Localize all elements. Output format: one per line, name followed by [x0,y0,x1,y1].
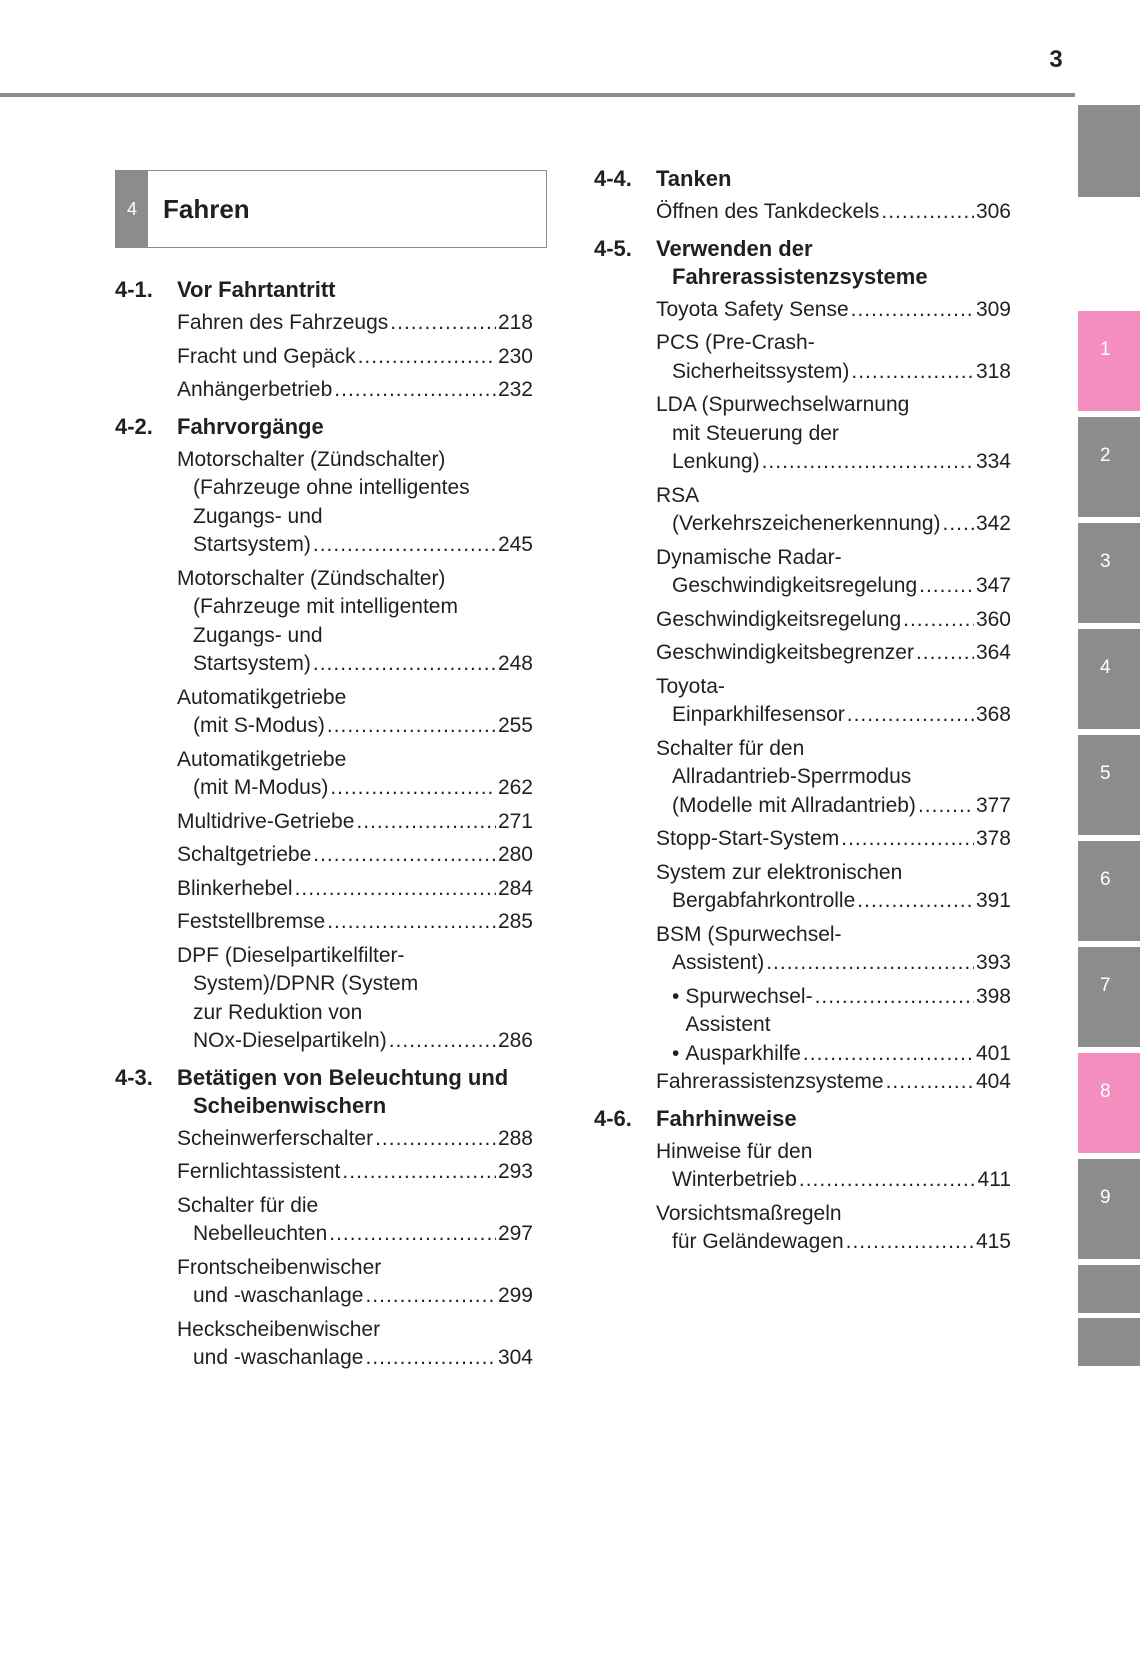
entry-last-line [177,1027,533,1056]
entry-title: Geschwindigkeitsbegrenzer [656,641,914,664]
dot-leader [847,701,974,730]
toc-entry[interactable] [656,1068,1011,1097]
entry-last-line [177,343,533,372]
entry-last-line [177,1125,533,1154]
entry-title: Assistent) [672,951,765,974]
entry-last-line [656,448,1011,477]
entry-last-line [177,531,533,560]
entry-last-line [177,841,533,870]
entry-text-line: Heckscheibenwischer [177,1317,381,1341]
chapter-tab[interactable] [1078,523,1140,623]
entry-title: Feststellbremse [177,910,326,933]
entry-title: NOx-Dieselpartikeln) [193,1029,387,1052]
entry-text-line: Dynamische Radar- [656,545,842,569]
chapter-tab[interactable] [1078,311,1140,411]
dot-leader [365,1282,496,1311]
toc-entry[interactable] [177,376,533,405]
page-ref: 299 [497,1284,533,1307]
dot-leader [766,949,974,978]
toc-entry[interactable] [177,808,533,837]
entry-title: Toyota Safety Sense [656,297,849,321]
entry-last-line [656,510,1011,539]
toc-entry[interactable] [177,446,533,560]
page-ref: 262 [497,776,533,799]
entry-text-line: Frontscheibenwischer [177,1255,382,1279]
entry-text-line: LDA (Spurwechselwarnung [656,393,910,416]
entry-title: Geschwindigkeitsregelung [656,607,902,631]
chapter-tab-label: 6 [1100,869,1111,890]
dot-leader [356,808,496,837]
dot-leader [886,1068,974,1097]
dot-leader [815,983,974,1012]
dot-leader [342,1158,496,1187]
toc-left-column [115,276,533,1378]
bullet-icon: • [672,1041,680,1065]
toc-entry[interactable] [177,841,533,870]
section-title[interactable]: Betätigen von Beleuchtung und Scheibenwischern [177,1064,509,1118]
page-ref: 232 [497,378,533,401]
dot-leader [313,650,496,679]
page-ref: 245 [497,533,533,556]
toc-entry[interactable] [656,198,1011,227]
toc-section [594,165,1011,193]
dot-leader [329,1220,496,1249]
section-number: 4-1. [115,277,153,302]
section-number: 4-3. [115,1064,153,1090]
dot-leader [762,448,974,477]
page-ref: 304 [497,1346,533,1369]
entry-title: Blinkerhebel [177,876,293,900]
entry-text-line: BSM (Spurwechsel- [656,922,842,946]
entry-title: Scheinwerferschalter [177,1126,374,1150]
entry-text-line: Motorschalter (Zündschalter) [177,566,446,590]
toc-entry[interactable] [177,942,533,1056]
toc-entry[interactable] [656,639,1011,668]
entry-text-line: Automatikgetriebe [177,747,347,771]
chapter-tab-label: 5 [1100,763,1111,784]
page-ref: 404 [975,1070,1011,1093]
page-ref: 306 [975,200,1011,223]
entry-last-line [177,1220,533,1249]
toc-entry[interactable] [656,673,1011,730]
dot-leader [390,309,496,338]
entry-last-line [656,701,1011,730]
toc-section [594,1105,1011,1133]
entry-text-line: Automatikgetriebe [177,685,347,709]
dot-leader [327,712,496,741]
chapter-number: 4 [116,171,148,247]
entry-last-line [656,949,1011,978]
entry-text-line: System)/DPNR (System [193,972,419,995]
entry-last-line [177,712,533,741]
page-ref: 398 [975,984,1011,1008]
entry-last-line [656,1228,1011,1257]
page-ref: 230 [497,344,533,368]
entry-last-line [656,1166,1011,1195]
toc-entry[interactable] [656,1138,1011,1195]
toc-entry[interactable] [656,859,1011,916]
page-ref: 347 [975,574,1011,597]
dot-leader [916,639,974,668]
toc-entry[interactable] [656,296,1011,325]
entry-last-line [177,808,533,837]
entry-text-line: Zugangs- und [193,623,323,647]
toc-sub-entry[interactable] [672,983,1011,1040]
entry-title: (mit S-Modus) [193,714,325,737]
entry-text-line: Allradantrieb-Sperrmodus [672,765,912,788]
entry-title: Winterbetrieb [672,1168,797,1191]
header-rule [0,93,1075,97]
page-ref: 393 [975,951,1011,974]
chapter-tab-label: 4 [1100,657,1111,678]
entry-last-line [656,887,1011,916]
dot-leader [943,510,974,539]
toc-entry[interactable] [656,606,1011,635]
entry-text-line: Schalter für die [177,1193,319,1217]
chapter-tab[interactable] [1078,1265,1140,1313]
section-title[interactable]: Vor Fahrtantritt [177,277,336,302]
toc-entry[interactable] [177,1316,533,1373]
page-ref: 364 [975,641,1011,664]
entry-title: Schaltgetriebe [177,843,312,866]
toc-entry[interactable] [177,684,533,741]
dot-leader [334,376,496,405]
entry-last-line [177,1344,533,1373]
entry-last-line [177,1282,533,1311]
chapter-tab-label: 2 [1100,445,1111,466]
toc-section [115,413,533,441]
entry-title: Nebelleuchten [193,1222,328,1245]
dot-leader [313,841,496,870]
entry-last-line [656,825,1011,854]
chapter-tab[interactable] [1078,1318,1140,1366]
section-number: 4-5. [594,235,632,261]
page-ref: 415 [975,1230,1011,1253]
toc-entry[interactable] [177,746,533,803]
entry-title: Einparkhilfesensor [672,703,845,726]
page-ref: 286 [497,1029,533,1052]
entry-last-line [177,774,533,803]
page-ref: 401 [975,1041,1011,1065]
dot-leader [851,296,974,325]
entry-last-line [177,1158,533,1187]
entry-text-line: Vorsichtsmaßregeln [656,1201,842,1225]
entry-text-line: mit Steuerung der [672,421,839,445]
entry-last-line [656,296,1011,325]
dot-leader [881,198,974,227]
toc-section [115,1064,533,1120]
toc-entry[interactable] [177,1158,533,1187]
page-ref: 411 [977,1168,1011,1191]
dot-leader [799,1166,976,1195]
bullet-icon: • [672,984,680,1008]
toc-entry[interactable] [177,1192,533,1249]
entry-title: Multidrive-Getriebe [177,809,355,833]
toc-entry[interactable] [177,343,533,372]
entry-title: Sicherheitssystem) [672,359,850,383]
sub-entry-title: Ausparkhilfe [685,1041,801,1065]
toc-entry[interactable] [656,544,1011,601]
entry-title: Öffnen des Tankdeckels [656,200,880,223]
section-title[interactable]: Tanken [656,166,732,191]
entry-title: Geschwindigkeitsregelung [672,574,918,597]
chapter-tab[interactable] [1078,1053,1140,1153]
toc-entry[interactable] [656,735,1011,821]
toc-entry[interactable] [177,1254,533,1311]
page-ref: 360 [975,607,1011,631]
toc-entry[interactable] [656,1200,1011,1257]
entry-text-line: RSA [656,483,700,507]
entry-text-line: Hinweise für den [656,1139,813,1163]
toc-entry[interactable] [656,825,1011,854]
entry-title: (Verkehrszeichenerkennung) [672,512,941,535]
entry-title: Bergabfahrkontrolle [672,889,856,912]
page-ref: 318 [975,359,1011,383]
entry-title: für Geländewagen [672,1230,844,1253]
entry-title: Startsystem) [193,652,311,675]
dot-leader [313,531,496,560]
entry-text-line: (Fahrzeuge mit intelligentem [193,595,458,618]
entry-last-line [177,908,533,937]
chapter-tab[interactable] [1078,105,1140,197]
toc-entry[interactable] [177,565,533,679]
chapter-title: Fahren [163,193,250,224]
page-ref: 293 [497,1160,533,1183]
page-number: 3 [1049,46,1063,73]
entry-title: (Modelle mit Allradantrieb) [672,793,916,817]
dot-leader [841,825,974,854]
dot-leader [857,887,974,916]
entry-last-line [656,358,1011,387]
chapter-tab-label: 8 [1100,1081,1111,1102]
entry-title: Fahrerassistenzsysteme [656,1070,884,1093]
entry-text-line: Motorschalter (Zündschalter) [177,447,446,471]
page-ref: 248 [497,652,533,675]
chapter-tab-label: 7 [1100,975,1111,996]
dot-leader [295,875,496,904]
dot-leader [365,1344,496,1373]
section-number: 4-2. [115,413,153,439]
page-ref: 285 [497,910,533,933]
entry-title: Lenkung) [672,450,760,473]
page-ref: 334 [975,450,1011,473]
entry-text-line: Schalter für den [656,736,805,760]
section-title[interactable]: Fahrhinweise [656,1105,797,1131]
dot-leader [389,1027,496,1056]
toc-section [594,235,1011,291]
entry-text-line: DPF (Dieselpartikelfilter- [177,943,405,967]
page-ref: 288 [497,1126,533,1150]
chapter-tab-label: 9 [1100,1187,1111,1208]
dot-leader [358,343,496,372]
chapter-tab[interactable] [1078,417,1140,517]
entry-last-line [656,792,1011,821]
toc-entry[interactable] [177,875,533,904]
page-ref: 377 [975,793,1011,817]
dot-leader [918,792,974,821]
entry-last-line [177,376,533,405]
dot-leader [327,908,496,937]
entry-last-line [177,309,533,338]
entry-title: Fracht und Gepäck [177,344,356,368]
section-title[interactable]: Verwenden der Fahrerassistenzsysteme [656,235,928,289]
toc-entry[interactable] [656,482,1011,539]
page-ref: 218 [497,311,533,334]
page-ref: 391 [975,889,1011,912]
entry-last-line [177,875,533,904]
entry-last-line [656,1068,1011,1097]
entry-title: Stopp-Start-System [656,827,840,850]
page-ref: 309 [975,297,1011,321]
entry-title: und -waschanlage [193,1284,364,1307]
entry-title: Fahren des Fahrzeugs [177,311,389,334]
toc-entry[interactable] [656,921,1011,978]
entry-last-line [177,650,533,679]
entry-title: (mit M-Modus) [193,776,329,799]
entry-text-line: (Fahrzeuge ohne intelligentes [193,476,470,499]
page-ref: 378 [975,827,1011,850]
page-ref: 368 [975,703,1011,726]
entry-last-line [656,572,1011,601]
entry-text-line: System zur elektronischen [656,860,903,884]
toc-entry[interactable] [177,1125,533,1154]
entry-text-line: PCS (Pre-Crash- [656,331,815,354]
entry-text-line: zur Reduktion von [193,1000,363,1024]
page-ref: 342 [975,512,1011,535]
section-number: 4-4. [594,166,632,191]
toc-section [115,276,533,304]
chapter-heading [115,170,547,248]
toc-right-column [594,165,1011,1262]
dot-leader [803,1040,974,1069]
dot-leader [851,358,974,387]
dot-leader [846,1228,974,1257]
sub-entry-title: Spurwechsel-Assistent [685,984,813,1036]
entry-text-line: Zugangs- und [193,504,323,528]
toc-entry[interactable] [656,329,1011,386]
entry-last-line [656,639,1011,668]
entry-last-line [656,606,1011,635]
chapter-tab-label: 1 [1100,339,1111,360]
dot-leader [903,606,974,635]
page-ref: 284 [497,876,533,900]
chapter-tab-label: 3 [1100,551,1111,572]
chapter-tab[interactable] [1078,735,1140,835]
dot-leader [330,774,496,803]
chapter-tab[interactable] [1078,947,1140,1047]
toc-entry[interactable] [656,391,1011,477]
page-ref: 255 [497,714,533,737]
chapter-tab[interactable] [1078,1159,1140,1259]
page-ref: 297 [497,1222,533,1245]
page-ref: 271 [497,809,533,833]
chapter-tab[interactable] [1078,841,1140,941]
chapter-tab[interactable] [1078,629,1140,729]
entry-title: und -waschanlage [193,1346,364,1369]
toc-entry[interactable] [177,309,533,338]
toc-sub-entry[interactable] [672,1040,1011,1069]
dot-leader [375,1125,496,1154]
dot-leader [919,572,974,601]
entry-title: Fernlichtassistent [177,1160,341,1183]
entry-title: Anhängerbetrieb [177,378,333,401]
page-ref: 280 [497,843,533,866]
section-title[interactable]: Fahrvorgänge [177,413,324,439]
entry-title: Startsystem) [193,533,311,556]
toc-entry[interactable] [177,908,533,937]
entry-text-line: Toyota- [656,674,725,698]
section-number: 4-6. [594,1105,632,1131]
entry-last-line [656,198,1011,227]
